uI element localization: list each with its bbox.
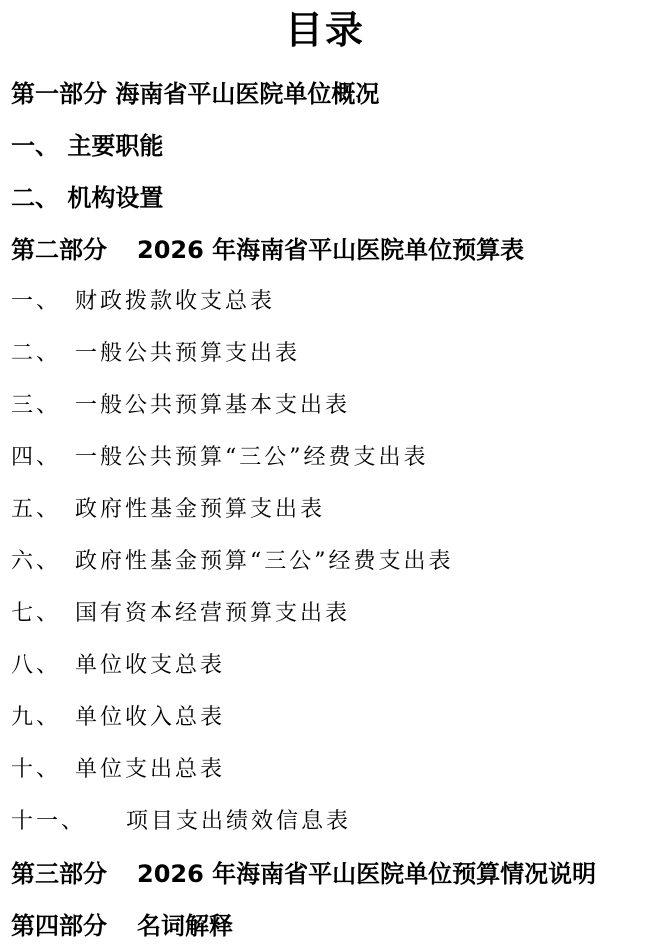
toc-entry-part-3[interactable] xyxy=(11,854,596,894)
toc-entry-number: 四、 xyxy=(11,445,62,470)
toc-entry-number: 三、 xyxy=(11,393,62,418)
toc-entry-text: 一般公共预算支出表 xyxy=(75,341,301,366)
toc-entry-1-1[interactable] xyxy=(11,126,163,166)
toc-entry-2-9[interactable] xyxy=(11,698,225,738)
toc-entry-number: 一、 xyxy=(11,289,62,314)
toc-entry-text: 单位收支总表 xyxy=(75,653,226,678)
toc-entry-2-8[interactable] xyxy=(11,646,225,686)
page-title: 目录 xyxy=(284,8,365,52)
toc-entry-text: 政府性基金预算支出表 xyxy=(75,497,326,522)
toc-entry-number: 二、 xyxy=(11,341,62,366)
toc-entry-number: 八、 xyxy=(11,653,62,678)
toc-entry-part-4[interactable] xyxy=(11,906,233,946)
toc-entry-number: 十、 xyxy=(11,757,62,782)
toc-entry-2-2[interactable] xyxy=(11,334,300,374)
toc-entry-number: 第四部分 xyxy=(11,912,107,940)
toc-entry-2-1[interactable] xyxy=(11,282,275,322)
toc-entry-part-1[interactable] xyxy=(11,74,379,114)
toc-entry-text: 主要职能 xyxy=(67,132,164,160)
toc-entry-number: 十一、 xyxy=(11,809,87,834)
toc-entry-2-3[interactable] xyxy=(11,386,350,426)
toc-entry-2-10[interactable] xyxy=(11,750,225,790)
toc-entry-text: 海南省平山医院单位概况 xyxy=(115,80,380,108)
toc-entry-number: 五、 xyxy=(11,497,62,522)
toc-entry-2-6[interactable] xyxy=(11,542,454,582)
toc-entry-text: 2026 年海南省平山医院单位预算表 xyxy=(137,236,525,264)
toc-entry-number: 七、 xyxy=(11,601,62,626)
toc-entry-2-7[interactable] xyxy=(11,594,350,634)
toc-entry-text: 单位支出总表 xyxy=(75,757,226,782)
toc-entry-number: 九、 xyxy=(11,705,62,730)
toc-entry-1-2[interactable] xyxy=(11,178,163,218)
toc-entry-number: 第二部分 xyxy=(11,236,107,264)
toc-entry-number: 第一部分 xyxy=(11,80,107,108)
toc-entry-text: 单位收入总表 xyxy=(75,705,226,730)
toc-entry-text: 政府性基金预算“三公”经费支出表 xyxy=(75,549,454,574)
toc-entry-text: 机构设置 xyxy=(67,184,164,212)
toc-entry-text: 财政拨款收支总表 xyxy=(75,289,276,314)
toc-entry-text: 一般公共预算“三公”经费支出表 xyxy=(75,445,429,470)
toc-entry-number: 二、 xyxy=(11,184,59,212)
toc-entry-text: 国有资本经营预算支出表 xyxy=(75,601,351,626)
toc-entry-number: 第三部分 xyxy=(11,860,107,888)
toc-entry-number: 六、 xyxy=(11,549,62,574)
toc-entry-2-4[interactable] xyxy=(11,438,429,478)
toc-entry-2-11[interactable] xyxy=(11,802,351,842)
toc-entry-text: 2026 年海南省平山医院单位预算情况说明 xyxy=(137,860,597,888)
toc-entry-2-5[interactable] xyxy=(11,490,325,530)
toc-entry-number: 一、 xyxy=(11,132,59,160)
toc-entry-text: 项目支出绩效信息表 xyxy=(126,809,352,834)
toc-entry-text: 一般公共预算基本支出表 xyxy=(75,393,351,418)
toc-entry-text: 名词解释 xyxy=(137,912,233,940)
toc-entry-part-2[interactable] xyxy=(11,230,524,270)
